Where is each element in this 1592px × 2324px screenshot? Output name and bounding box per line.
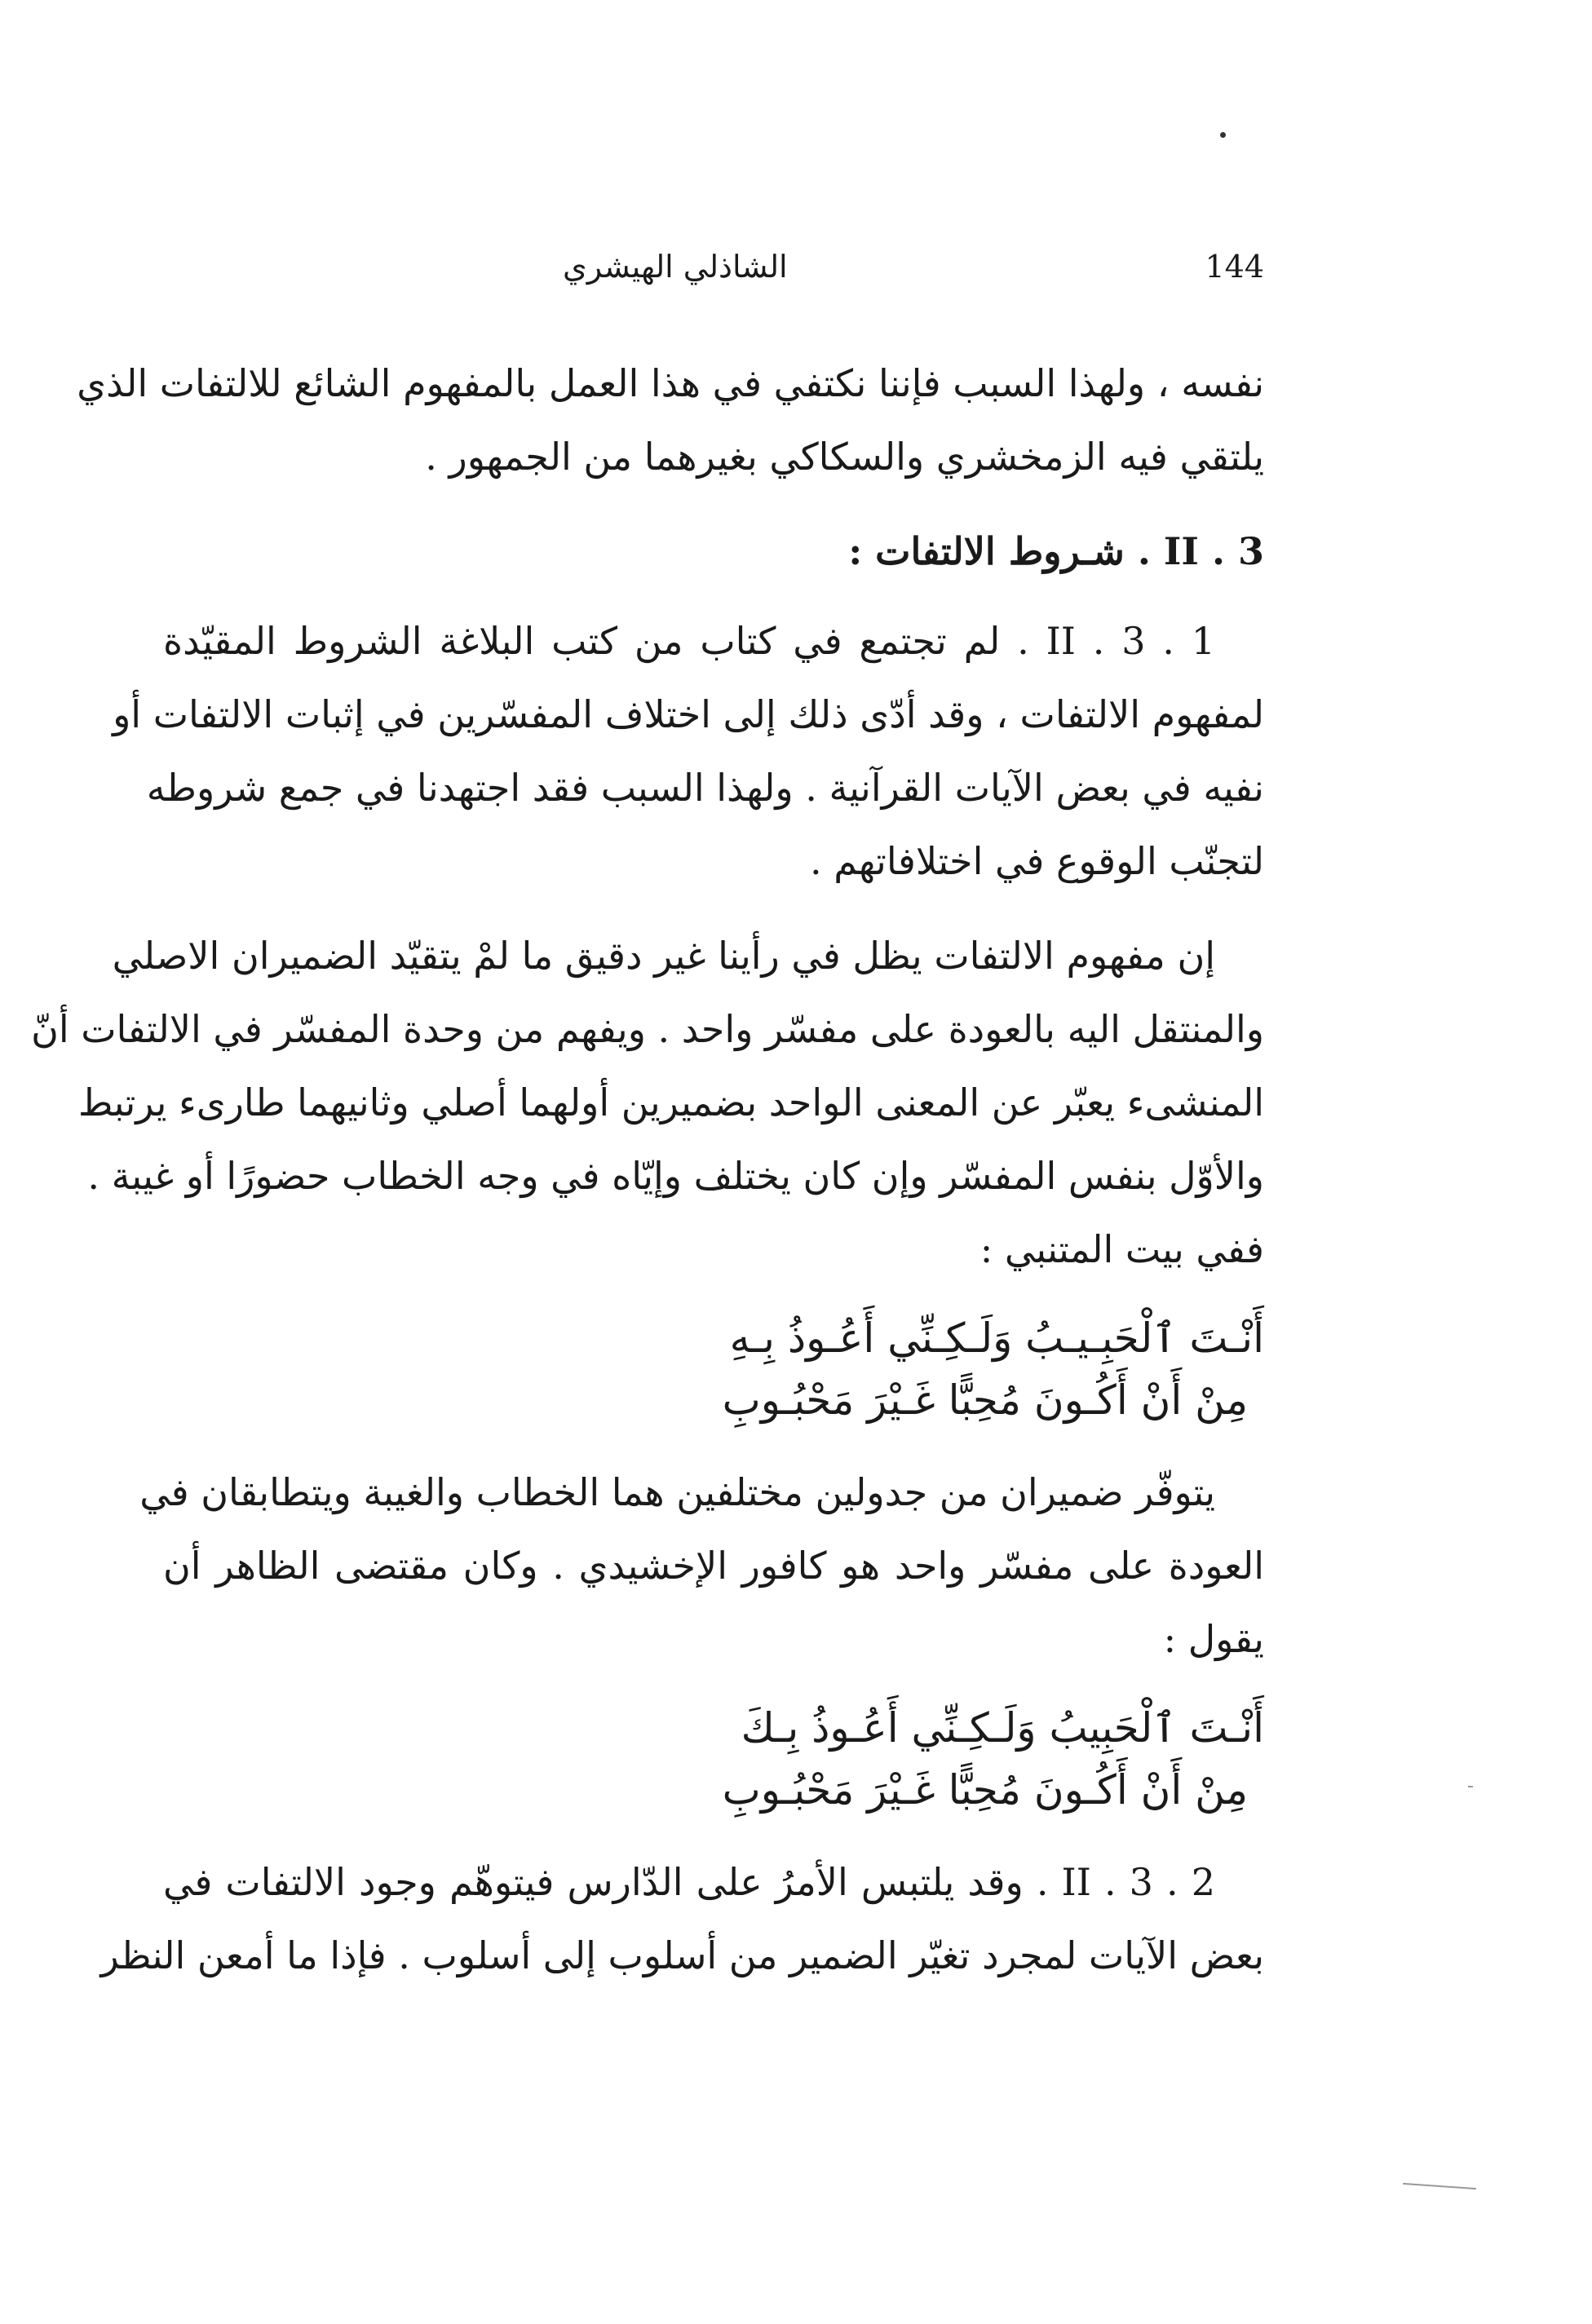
- poem-verse-block: [163, 1697, 1264, 1821]
- margin-scan-mark: [1468, 1786, 1473, 1787]
- paragraph: [31, 919, 1264, 1286]
- text-line: يقول :: [1163, 1617, 1264, 1661]
- text-line: نفيه في بعض الآيات القرآنية . ولهذا السبب فقد اجتهدنا في جمع شروطه: [146, 766, 1264, 810]
- text-line: العودة على مفسّر واحد هو كافور الإخشيدي . وكان مقتضى الظاهر أن: [163, 1544, 1264, 1588]
- page-body: [31, 347, 1264, 2013]
- poem-first-hemistich: أَنْـتَ ٱلْحَبِيبُ وَلَـكِـنِّي أَعُـوذُ بِـكَ: [741, 1704, 1264, 1752]
- margin-scan-line: [1403, 2183, 1476, 2189]
- header-author-title: الشاذلي الهيشري: [563, 249, 788, 285]
- section-heading: II . 3 . شـروط الالتفات :: [848, 529, 1264, 573]
- page-number: 144: [1205, 249, 1264, 285]
- text-line: يلتقي فيه الزمخشري والسكاكي بغيرهما من الجمهور .: [425, 435, 1264, 479]
- text-line: والمنتقل اليه بالعودة على مفسّر واحد . ويفهم من وحدة المفسّر في الالتفات أنّ: [31, 1007, 1264, 1051]
- text-line: إن مفهوم الالتفات يظل في رأينا غير دقيق ما لمْ يتقيّد الضميران الاصلي: [112, 934, 1215, 978]
- text-line: والأوّل بنفس المفسّر وإن كان يختلف وإيّاه في وجه الخطاب حضورًا أو غيبة .: [87, 1154, 1264, 1198]
- text-line: نفسه ، ولهذا السبب فإننا نكتفي في هذا العمل بالمفهوم الشائع للالتفات الذي: [77, 361, 1264, 405]
- text-line: II . 3 . 1 . لم تجتمع في كتاب من كتب البلاغة الشروط المقيّدة: [163, 619, 1215, 663]
- text-line: II . 3 . 2 . وقد يلتبس الأمرُ على الدّارس فيتوهّم وجود الالتفات في: [163, 1860, 1215, 1904]
- text-line: يتوفّر ضميران من جدولين مختلفين هما الخطاب والغيبة ويتطابقان في: [139, 1470, 1215, 1514]
- text-line: لتجنّب الوقوع في اختلافاتهم .: [809, 839, 1264, 883]
- paragraph: [100, 1845, 1264, 1992]
- text-line: بعض الآيات لمجرد تغيّر الضمير من أسلوب إلى أسلوب . فإذا ما أمعن النظر: [100, 1933, 1264, 1977]
- paragraph: [77, 347, 1264, 493]
- text-line: لمفهوم الالتفات ، وقد أدّى ذلك إلى اختلاف المفسّرين في إثبات الالتفات أو: [113, 692, 1264, 736]
- page-dot-mark: [1220, 132, 1226, 138]
- poem-verse-block: [163, 1307, 1264, 1431]
- text-line: المنشىء يعبّر عن المعنى الواحد بضميرين أولهما أصلي وثانيهما طارىء يرتبط: [77, 1080, 1264, 1124]
- poem-second-hemistich: مِنْ أَنْ أَكُـونَ مُحِبًّا غَـيْرَ مَحْبُـوبِ: [722, 1376, 1248, 1424]
- paragraph: [139, 1456, 1264, 1676]
- running-header: [163, 249, 1264, 298]
- text-line: ففي بيت المتنبي :: [980, 1227, 1264, 1271]
- poem-second-hemistich: مِنْ أَنْ أَكُـونَ مُحِبًّا غَـيْرَ مَحْبُـوبِ: [722, 1766, 1248, 1814]
- paragraph: [113, 604, 1264, 898]
- poem-first-hemistich: أَنْـتَ ٱلْحَبِـيـبُ وَلَـكِـنِّي أَعُـوذُ بِـهِ: [729, 1314, 1264, 1362]
